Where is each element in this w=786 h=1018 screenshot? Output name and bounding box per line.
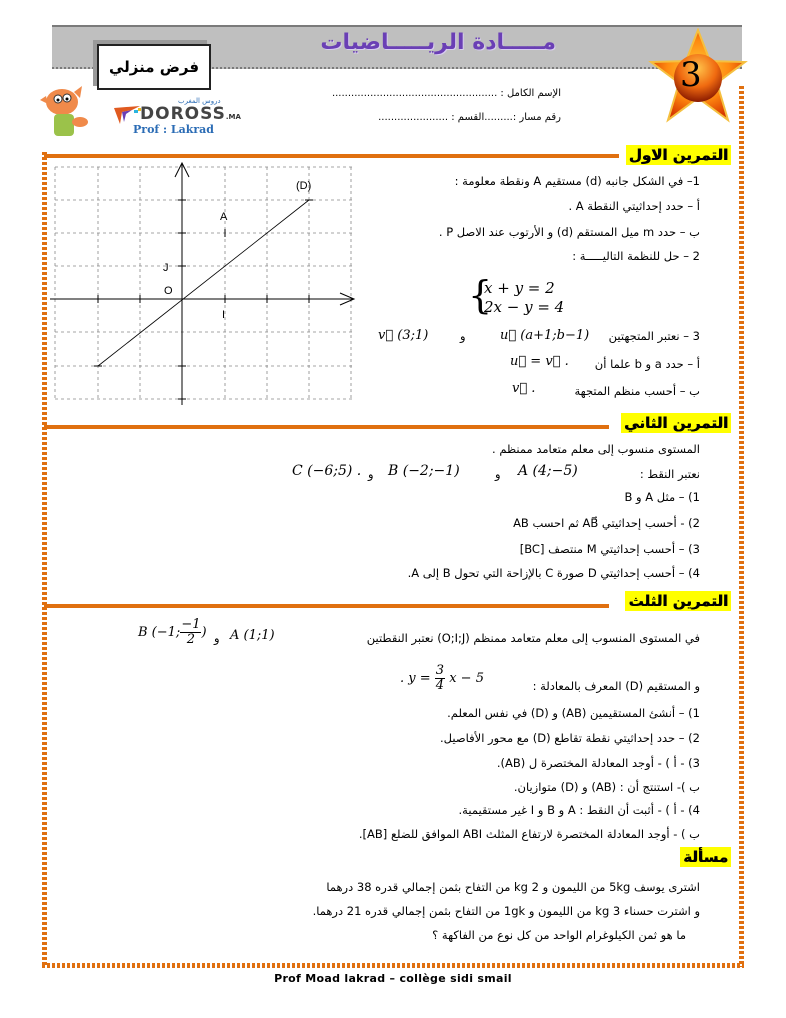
logo-prof: Prof : Lakrad [133, 123, 214, 136]
ex2-line-2: 2) - أحسب إحداثيتي AB⃗ ثم احسب AB [513, 516, 700, 530]
ex3-point-b [138, 618, 207, 647]
ex3-point-a: A (1;1) [230, 628, 275, 643]
ex3-eq-num: 3 [435, 663, 445, 678]
system-brace: { [468, 273, 493, 317]
exercise1-divider [44, 154, 619, 158]
mascot-icon [40, 82, 102, 140]
ex1-line-2: أ – حدد إحداثيتي النقطة A . [568, 199, 700, 213]
ex3-point-b-suffix: ) [201, 625, 207, 640]
label-o: O [164, 285, 173, 297]
frame-right-border [739, 86, 744, 967]
ex3-equation [400, 664, 484, 693]
ex2-and-1: و [495, 467, 501, 481]
ex1-line-1: 1– في الشكل جانبه (d) مستقيم A ونقطة معلومة : [454, 174, 700, 188]
ex2-point-a: A (4;−5) [518, 463, 578, 479]
label-i: I [222, 309, 226, 321]
assignment-number: 3 [680, 55, 702, 95]
ex3-intro: في المستوى المنسوب إلى معلم متعامد ممنظم (O;I;J) نعتبر النقطتين [366, 631, 700, 645]
ex3-line-5: 4) - أ ) - أثبت أن النقط : A و B و I غير مستقيمية. [458, 803, 700, 817]
system-eq-2: 2x − y = 4 [484, 298, 565, 316]
ex3-eq-suffix: x − 5 [449, 671, 484, 686]
ex3-point-b-den: 2 [186, 632, 196, 647]
ex3-point-b-frac [180, 618, 201, 647]
ex3-line-6: ب ) - أوجد المعادلة المختصرة لارتفاع المثلث ABI الموافق للضلع [AB]. [358, 827, 700, 841]
ex2-intro: المستوى منسوب إلى معلم متعامد ممنظم . [492, 442, 700, 456]
vector-v: v⃗ (3;1) [378, 328, 429, 343]
label-line-d: (D) [296, 180, 312, 192]
ex1-vectors-text: 3 – نعتبر المتجهتين [608, 329, 700, 343]
exercise3-divider [44, 604, 609, 608]
logo-suffix: .MA [225, 113, 241, 121]
problem-line-3: ما هو ثمن الكيلوغرام الواحد من كل نوع من الفاكهة ؟ [432, 928, 686, 942]
homework-label-box [97, 44, 211, 90]
ex1-sub-b-v: v⃗ . [512, 381, 536, 396]
system-eq-1: x + y = 2 [484, 279, 555, 297]
ex3-point-b-num: −1 [181, 617, 201, 632]
ex3-line-2: 2) – حدد إحداثيتي نقطة تقاطع (D) مع محور الأفاصيل. [440, 731, 700, 745]
massar-class-field[interactable]: رقم مسار :.........القسم : ...................... [378, 112, 561, 123]
ex3-line-4: ب )- استنتج أن : (AB) و (D) متوازيان. [513, 780, 700, 794]
exercise1-title: التمرين الاول [626, 145, 731, 165]
problem-line-1: اشترى يوسف 5kg من الليمون و 2 kg من التفاح بثمن إجمالي قدره 38 درهما [326, 880, 700, 894]
label-j: J [163, 262, 169, 274]
ex3-line-1: 1) – أنشئ المستقيمين (AB) و (D) في نفس المعلم. [447, 706, 700, 720]
problem-line-2: و اشترت حسناء 3 kg من الليمون و 1gk من التفاح بثمن إجمالي قدره 21 درهما. [312, 904, 700, 918]
ex1-sub-b-text: ب – أحسب منظم المتجهة [574, 384, 700, 398]
homework-label: فرض منزلي [108, 58, 200, 76]
frame-left-border [42, 152, 47, 967]
vector-u: u⃗ (a+1;b−1) [500, 328, 590, 343]
exercise2-divider [44, 425, 609, 429]
ex3-line-3: 3) - أ ) - أوجد المعادلة المختصرة ل (AB). [496, 756, 700, 770]
frame-bottom-border [42, 963, 744, 968]
line-d [98, 200, 309, 366]
logo-arabic: دروس المغرب [178, 97, 221, 105]
ex3-line-d-text: و المستقيم (D) المعرف بالمعادلة : [532, 679, 700, 693]
exercise2-title: التمرين الثاني [621, 413, 731, 433]
footer-credit: Prof Moad lakrad – collège sidi smail [274, 972, 512, 985]
subject-title: مـــــادة الريـــــاضيات [320, 30, 556, 55]
logo-name [140, 104, 241, 124]
ex1-sub-a-text: أ – حدد a و b علما أن [594, 357, 700, 371]
ex1-vectors-and: و [460, 329, 466, 343]
ex2-line-3: 3) – أحسب إحداثيتي M منتصف [BC] [519, 542, 700, 556]
ex2-point-c: C (−6;5) . [292, 463, 362, 479]
exercise3-title: التمرين الثلث [625, 591, 731, 611]
ex1-sub-a-eq: u⃗ = v⃗ . [510, 354, 569, 369]
ex3-eq-den: 4 [435, 678, 445, 693]
logo-name-text: DOROSS [140, 104, 226, 124]
ex3-and: و [214, 631, 220, 645]
coordinate-graph [50, 160, 360, 405]
label-point-a: A [220, 211, 228, 223]
ex1-line-4: 2 – حل للنظمة التاليـــــة : [572, 249, 700, 263]
ex2-point-b: B (−2;−1) [388, 463, 460, 479]
ex2-points-text: نعتبر النقط : [639, 467, 700, 481]
ex2-line-4: 4) – أحسب إحداثيتي D صورة C بالإزاحة التي تحول B إلى A. [407, 566, 700, 580]
ex2-line-1: 1) – مثل A و B [624, 490, 700, 504]
problem-title: مسألة [680, 847, 731, 867]
ex3-eq-frac [435, 664, 445, 693]
ex1-line-3: ب – حدد m ميل المستقم (d) و الأرتوب عند الاصل P . [438, 225, 700, 239]
ex3-eq-prefix: . y = [400, 671, 431, 686]
full-name-field[interactable]: الإسم الكامل : .................................................... [331, 88, 561, 99]
ex2-and-2: و [368, 467, 374, 481]
ex3-point-b-prefix: B (−1; [138, 625, 181, 640]
